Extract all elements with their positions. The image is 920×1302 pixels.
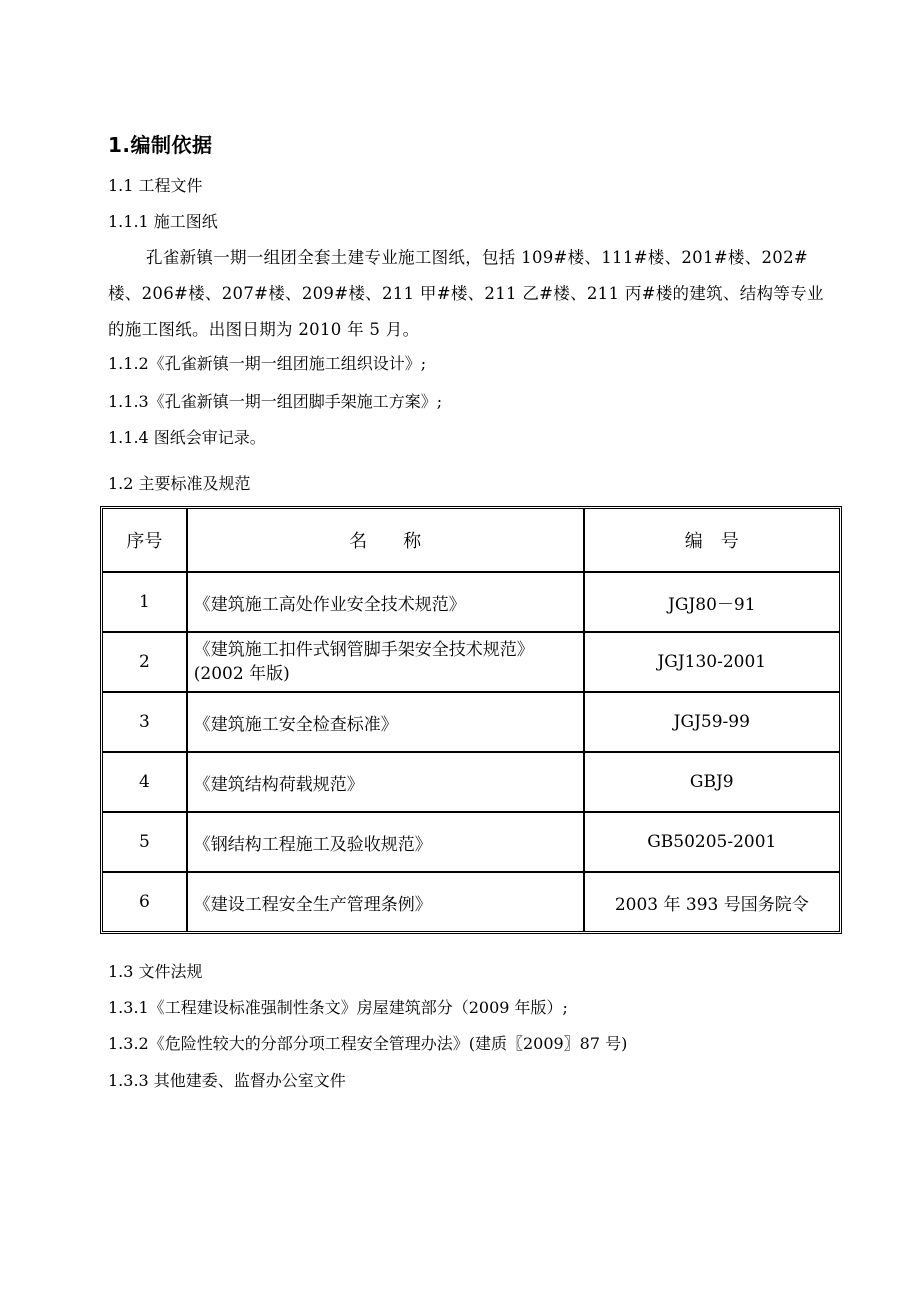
row-no: 1 [102, 572, 187, 632]
standards-table [100, 506, 842, 934]
row-no: 2 [102, 632, 187, 692]
table-header-row [102, 508, 840, 572]
header-code: 编 号 [584, 508, 840, 572]
subsection-1-2: 1.2 主要标准及规范 [108, 474, 251, 493]
row-code: JGJ80－91 [584, 572, 840, 632]
header-no: 序号 [102, 508, 187, 572]
row-no: 6 [102, 872, 187, 932]
subsection-1-3-1: 1.3.1《工程建设标准强制性条文》房屋建筑部分（2009 年版）; [108, 998, 568, 1017]
row-code: JGJ130-2001 [584, 632, 840, 692]
row-no: 3 [102, 692, 187, 752]
table-row [102, 812, 840, 872]
header-name: 名 称 [187, 508, 584, 572]
subsection-1-3: 1.3 文件法规 [108, 962, 203, 981]
table-row [102, 572, 840, 632]
table-row [102, 872, 840, 932]
drawings-paragraph: 孔雀新镇一期一组团全套土建专业施工图纸，包括 109#楼、111#楼、201#楼、202#楼、206#楼、207#楼、209#楼、211 甲#楼、211 乙#楼、211 丙#楼的建筑、结构等专业的施工图纸。出图日期为 2010 年 5 月。 [108, 248, 824, 339]
table-row [102, 632, 840, 692]
table-row [102, 692, 840, 752]
row-no: 5 [102, 812, 187, 872]
subsection-1-1-1: 1.1.1 施工图纸 [108, 212, 218, 231]
subsection-1-1-4: 1.1.4 图纸会审记录。 [108, 428, 266, 447]
subsection-1-3-3: 1.3.3 其他建委、监督办公室文件 [108, 1071, 346, 1090]
subsection-1-3-2: 1.3.2《危险性较大的分部分项工程安全管理办法》(建质〖2009〗87 号) [108, 1034, 628, 1053]
row-name: 《钢结构工程施工及验收规范》 [187, 812, 584, 872]
subsection-1-1: 1.1 工程文件 [108, 176, 203, 195]
row-name: 《建筑结构荷载规范》 [187, 752, 584, 812]
row-no: 4 [102, 752, 187, 812]
row-name: 《建筑施工安全检查标准》 [187, 692, 584, 752]
row-code: GB50205-2001 [584, 812, 840, 872]
row-code: 2003 年 393 号国务院令 [584, 872, 840, 932]
subsection-1-1-2: 1.1.2《孔雀新镇一期一组团施工组织设计》; [108, 354, 427, 373]
subsection-1-1-3: 1.1.3《孔雀新镇一期一组团脚手架施工方案》; [108, 392, 443, 411]
table-row [102, 752, 840, 812]
section-heading: 1.编制依据 [108, 133, 213, 157]
row-name: 《建设工程安全生产管理条例》 [187, 872, 584, 932]
row-code: JGJ59-99 [584, 692, 840, 752]
row-name: 《建筑施工高处作业安全技术规范》 [187, 572, 584, 632]
row-name: 《建筑施工扣件式钢管脚手架安全技术规范》(2002 年版) [187, 632, 584, 692]
row-code: GBJ9 [584, 752, 840, 812]
